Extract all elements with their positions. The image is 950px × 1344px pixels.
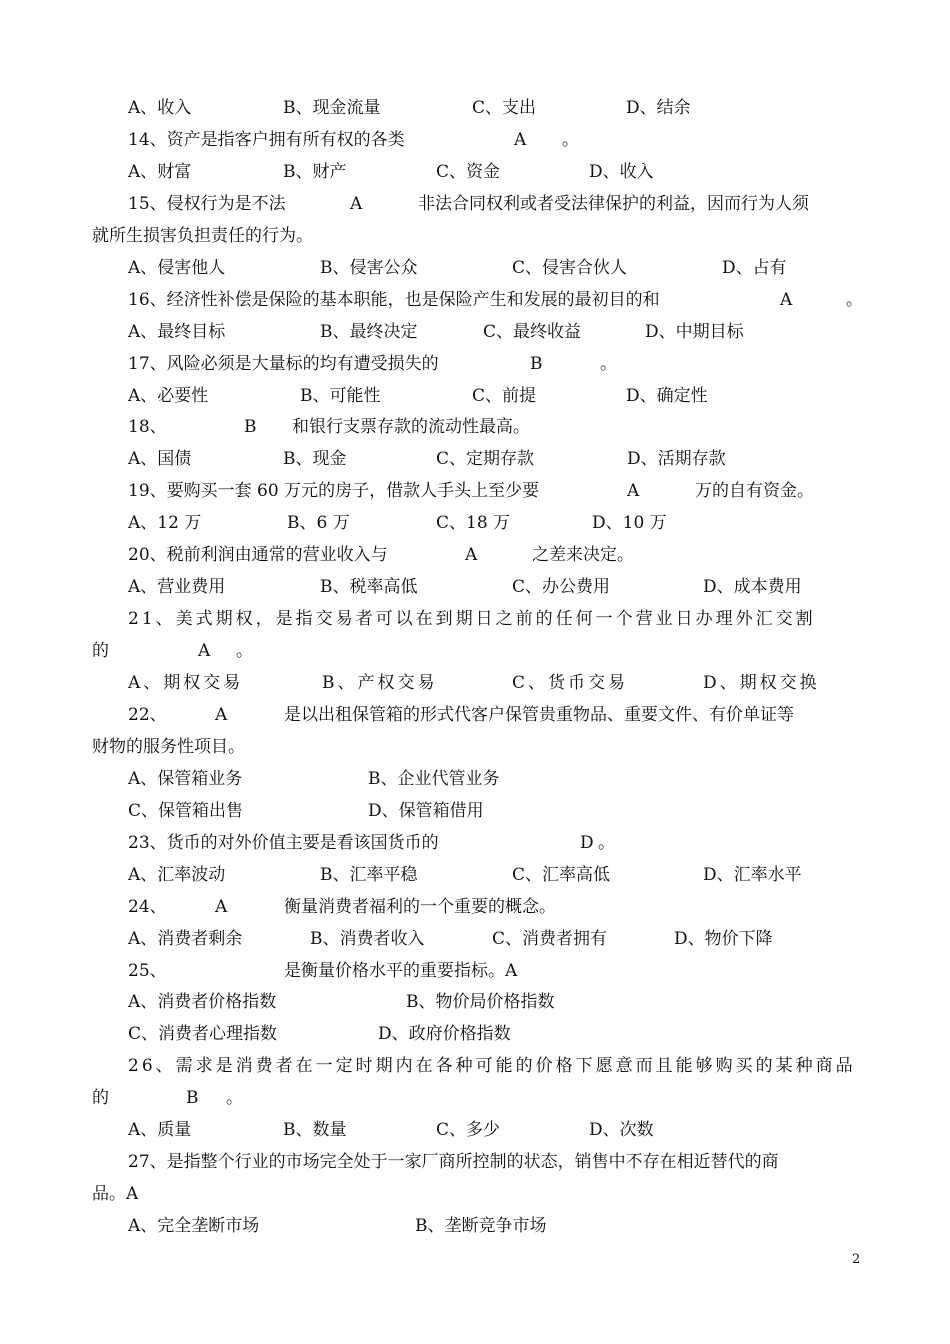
text-line bbox=[0, 1018, 950, 1050]
text-segment: B bbox=[530, 354, 543, 374]
text-segment: A bbox=[198, 641, 211, 661]
text-segment: A、汇率波动 bbox=[128, 865, 226, 885]
text-segment: 25、 bbox=[128, 961, 167, 981]
text-segment: D、保管箱借用 bbox=[368, 801, 484, 821]
text-line bbox=[0, 124, 950, 156]
text-segment: 27、是指整个行业的市场完全处于一家厂商所控制的状态，销售中不存在相近替代的商 bbox=[128, 1152, 779, 1172]
text-segment: D、占有 bbox=[722, 258, 787, 278]
text-line bbox=[0, 795, 950, 827]
text-line bbox=[0, 763, 950, 795]
text-segment: A bbox=[465, 545, 478, 565]
text-segment: D、次数 bbox=[589, 1120, 654, 1140]
text-segment: 就所生损害负担责任的行为。 bbox=[92, 226, 313, 246]
text-segment: A、侵害他人 bbox=[128, 258, 226, 278]
text-line bbox=[0, 699, 950, 731]
text-line bbox=[0, 1178, 950, 1210]
text-segment: A、质量 bbox=[128, 1120, 192, 1140]
text-segment: C、消费者拥有 bbox=[492, 929, 608, 949]
text-segment: A、国债 bbox=[128, 449, 192, 469]
text-segment: 。 bbox=[226, 1088, 243, 1108]
text-segment: C、18 万 bbox=[436, 513, 511, 533]
text-segment: A bbox=[514, 130, 527, 150]
text-segment: A、期权交易 bbox=[128, 673, 244, 693]
text-line bbox=[0, 1050, 950, 1082]
text-segment: B、企业代管业务 bbox=[368, 769, 500, 789]
text-segment: D bbox=[580, 833, 594, 853]
text-line bbox=[0, 475, 950, 507]
text-segment: D、收入 bbox=[589, 162, 654, 182]
text-segment: 17、风险必须是大量标的均有遭受损失的 bbox=[128, 354, 439, 374]
text-line bbox=[0, 348, 950, 380]
text-segment: A、收入 bbox=[128, 98, 192, 118]
text-segment: A、消费者价格指数 bbox=[128, 992, 277, 1012]
text-segment: C、多少 bbox=[436, 1120, 501, 1140]
text-segment: B、6 万 bbox=[287, 513, 350, 533]
text-segment: D、确定性 bbox=[626, 386, 708, 406]
text-segment: B bbox=[244, 417, 257, 437]
text-line bbox=[0, 731, 950, 763]
text-segment: D、结余 bbox=[626, 98, 691, 118]
text-segment: 是以出租保管箱的形式代客户保管贵重物品、重要文件、有价单证等 bbox=[284, 705, 794, 725]
text-segment: A、12 万 bbox=[128, 513, 202, 533]
text-line bbox=[0, 667, 950, 699]
text-line bbox=[0, 220, 950, 252]
text-segment: B、汇率平稳 bbox=[320, 865, 418, 885]
text-segment: 衡量消费者福利的一个重要的概念。 bbox=[284, 897, 556, 917]
text-segment: A、保管箱业务 bbox=[128, 769, 243, 789]
text-segment: C、消费者心理指数 bbox=[128, 1024, 278, 1044]
text-segment: 。 bbox=[236, 641, 253, 661]
text-segment: B、可能性 bbox=[300, 386, 381, 406]
text-segment: 。 bbox=[846, 290, 863, 310]
text-segment: 20、税前利润由通常的营业收入与 bbox=[128, 545, 388, 565]
text-segment: B、最终决定 bbox=[320, 322, 418, 342]
text-line bbox=[0, 1210, 950, 1242]
text-line bbox=[0, 539, 950, 571]
text-segment: A、营业费用 bbox=[128, 577, 226, 597]
text-segment: 22、 bbox=[128, 705, 167, 725]
text-segment: B、侵害公众 bbox=[320, 258, 418, 278]
text-segment: 。 bbox=[562, 130, 579, 150]
text-segment: A、最终目标 bbox=[128, 322, 226, 342]
text-segment: B、垄断竞争市场 bbox=[415, 1216, 547, 1236]
text-line bbox=[0, 411, 950, 443]
text-segment: A、消费者剩余 bbox=[128, 929, 243, 949]
text-line bbox=[0, 507, 950, 539]
text-segment: B、数量 bbox=[283, 1120, 347, 1140]
text-segment: C、保管箱出售 bbox=[128, 801, 244, 821]
text-segment: A bbox=[215, 705, 228, 725]
text-segment: C、定期存款 bbox=[436, 449, 535, 469]
text-segment: 18、 bbox=[128, 417, 167, 437]
text-segment: C、前提 bbox=[472, 386, 537, 406]
text-segment: A bbox=[350, 194, 363, 214]
text-segment: D、活期存款 bbox=[627, 449, 726, 469]
text-line bbox=[0, 986, 950, 1018]
text-segment: A、必要性 bbox=[128, 386, 209, 406]
text-segment: C、货币交易 bbox=[512, 673, 629, 693]
text-segment: 是衡量价格水平的重要指标。A bbox=[284, 961, 518, 981]
text-segment: B、产权交易 bbox=[322, 673, 438, 693]
text-segment: C、办公费用 bbox=[512, 577, 611, 597]
text-segment: D、中期目标 bbox=[645, 322, 744, 342]
text-segment: 15、侵权行为是不法 bbox=[128, 194, 286, 214]
text-segment: C、最终收益 bbox=[483, 322, 582, 342]
text-line bbox=[0, 891, 950, 923]
text-line bbox=[0, 284, 950, 316]
text-segment: A bbox=[780, 290, 793, 310]
text-segment: 23、货币的对外价值主要是看该国货币的 bbox=[128, 833, 439, 853]
text-segment: D、成本费用 bbox=[703, 577, 802, 597]
text-segment: A、完全垄断市场 bbox=[128, 1216, 260, 1236]
text-line bbox=[0, 1082, 950, 1114]
text-segment: B、税率高低 bbox=[320, 577, 418, 597]
text-line bbox=[0, 1114, 950, 1146]
text-line bbox=[0, 955, 950, 987]
text-segment: 财物的服务性项目。 bbox=[92, 737, 245, 757]
text-segment: D、物价下降 bbox=[674, 929, 773, 949]
text-line bbox=[0, 443, 950, 475]
text-segment: A bbox=[215, 897, 228, 917]
text-line bbox=[0, 92, 950, 124]
text-segment: 26、需求是消费者在一定时期内在各种可能的价格下愿意而且能够购买的某种商品 bbox=[128, 1056, 856, 1076]
text-line bbox=[0, 635, 950, 667]
text-line bbox=[0, 923, 950, 955]
text-segment: 万的自有资金。 bbox=[695, 481, 814, 501]
text-line bbox=[0, 188, 950, 220]
text-segment: 24、 bbox=[128, 897, 167, 917]
text-segment: 16、经济性补偿是保险的基本职能，也是保险产生和发展的最初目的和 bbox=[128, 290, 660, 310]
text-segment: 21、美式期权，是指交易者可以在到期日之前的任何一个营业日办理外汇交割 bbox=[128, 609, 816, 629]
text-segment: 的 bbox=[92, 641, 109, 661]
text-line bbox=[0, 859, 950, 891]
text-segment: 。 bbox=[598, 833, 615, 853]
text-line bbox=[0, 571, 950, 603]
text-segment: B、物价局价格指数 bbox=[406, 992, 555, 1012]
text-segment: B、财产 bbox=[283, 162, 347, 182]
text-segment: 。 bbox=[600, 354, 617, 374]
text-line bbox=[0, 252, 950, 284]
text-segment: 14、资产是指客户拥有所有权的各类 bbox=[128, 130, 405, 150]
text-segment: B、现金 bbox=[283, 449, 347, 469]
text-line bbox=[0, 603, 950, 635]
text-segment: 品。A bbox=[92, 1184, 139, 1204]
text-segment: 的 bbox=[92, 1088, 109, 1108]
text-segment: B、现金流量 bbox=[283, 98, 381, 118]
text-line bbox=[0, 156, 950, 188]
text-segment: C、支出 bbox=[472, 98, 537, 118]
text-segment: B bbox=[186, 1088, 199, 1108]
text-line bbox=[0, 827, 950, 859]
text-segment: D、政府价格指数 bbox=[378, 1024, 511, 1044]
text-segment: D、汇率水平 bbox=[703, 865, 802, 885]
text-segment: 和银行支票存款的流动性最高。 bbox=[292, 417, 530, 437]
text-segment: 非法合同权利或者受法律保护的利益，因而行为人须 bbox=[418, 194, 809, 214]
text-segment: 19、要购买一套 60 万元的房子，借款人手头上至少要 bbox=[128, 481, 540, 501]
text-segment: A bbox=[627, 481, 640, 501]
text-segment: C、汇率高低 bbox=[512, 865, 611, 885]
text-segment: D、期权交换 bbox=[703, 673, 820, 693]
text-segment: B、消费者收入 bbox=[310, 929, 425, 949]
text-line bbox=[0, 380, 950, 412]
text-line bbox=[0, 1146, 950, 1178]
text-segment: D、10 万 bbox=[592, 513, 667, 533]
text-line bbox=[0, 316, 950, 348]
text-segment: C、资金 bbox=[436, 162, 501, 182]
text-segment: A、财富 bbox=[128, 162, 192, 182]
page-number: 2 bbox=[852, 1252, 861, 1267]
text-segment: C、侵害合伙人 bbox=[512, 258, 628, 278]
text-segment: 之差来决定。 bbox=[532, 545, 634, 565]
